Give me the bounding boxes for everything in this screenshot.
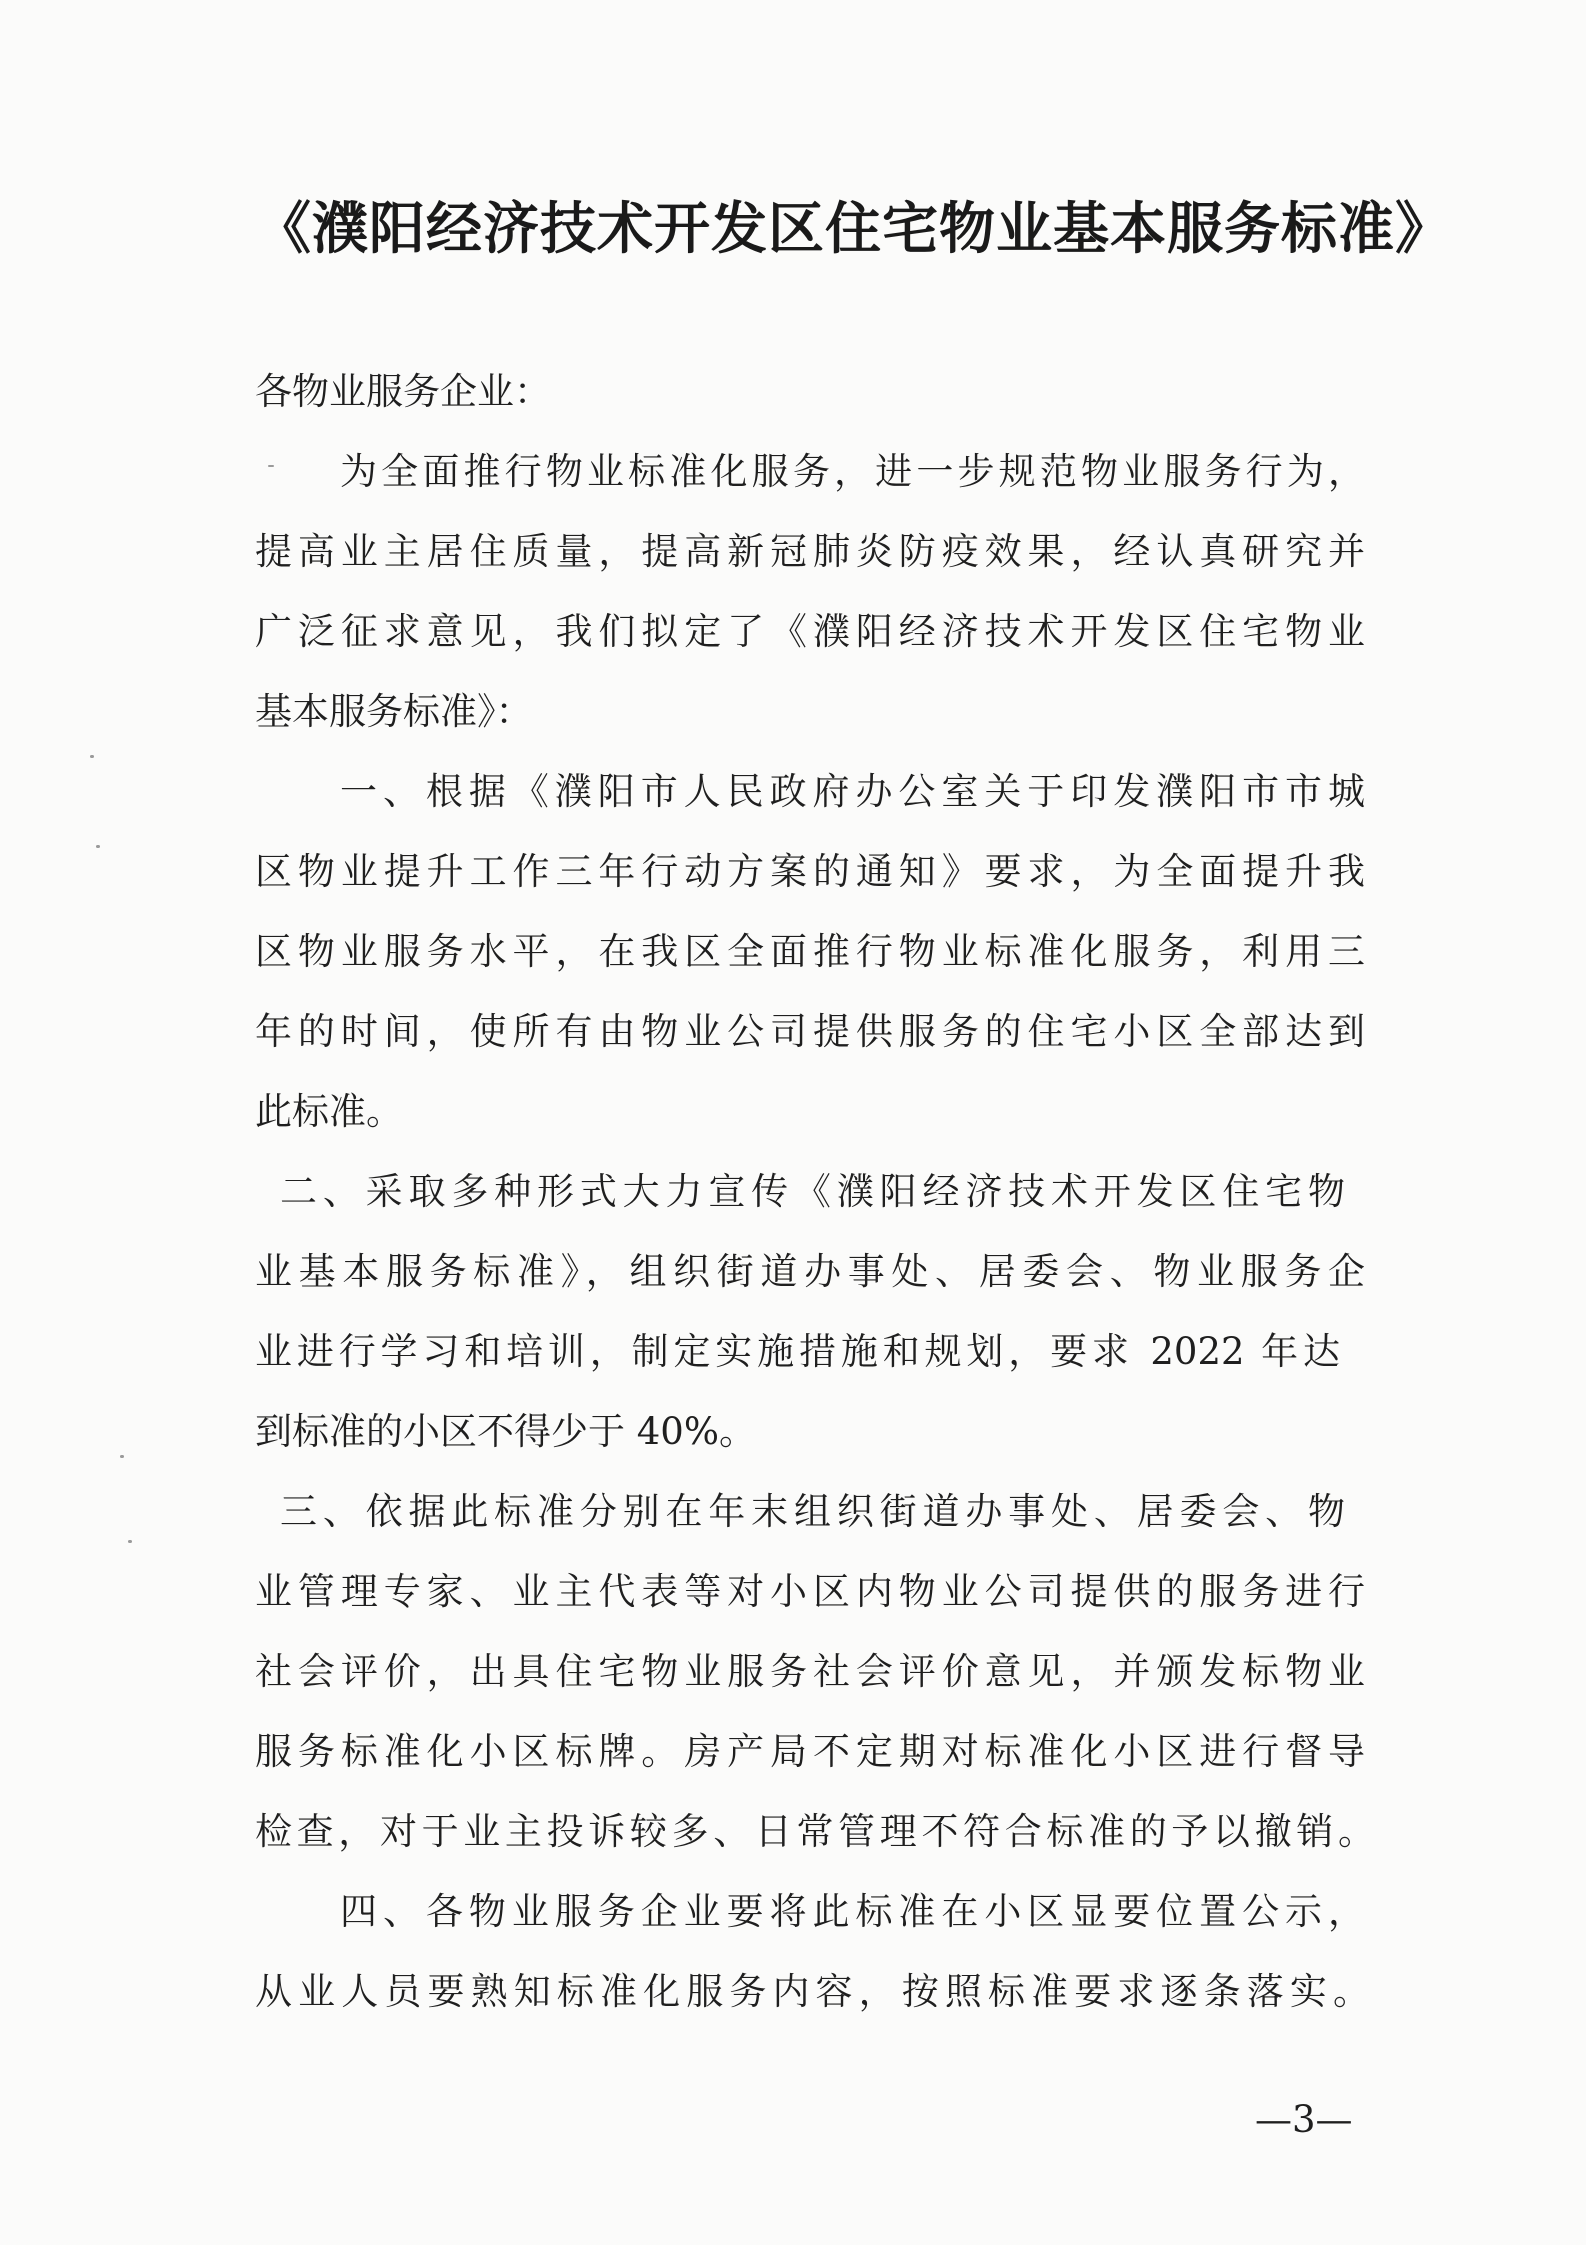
body-line: 社会评价，出具住宅物业服务社会评价意见，并颁发标物业: [255, 1650, 1365, 1693]
body-line: 到标准的小区不得少于 40%。: [255, 1410, 756, 1453]
body-line: 年的时间，使所有由物业公司提供服务的住宅小区全部达到: [255, 1010, 1365, 1053]
salutation-line: 各物业服务企业：: [255, 370, 551, 413]
scan-speck: [120, 1455, 124, 1458]
body-line: 基本服务标准》：: [255, 690, 533, 733]
scan-speck: [96, 845, 100, 848]
body-line: 四、各物业服务企业要将此标准在小区显要位置公示，: [340, 1890, 1365, 1933]
scan-speck: [128, 1540, 132, 1543]
body-line: 从业人员要熟知标准化服务内容，按照标准要求逐条落实。: [255, 1970, 1370, 2013]
body-line: 检查，对于业主投诉较多、日常管理不符合标准的予以撤销。: [255, 1810, 1375, 1853]
document-title: 《濮阳经济技术开发区住宅物业基本服务标准》: [255, 197, 1452, 262]
body-line: 三、依据此标准分别在年末组织街道办事处、居委会、物: [280, 1490, 1345, 1533]
body-line: 业基本服务标准》，组织街道办事处、居委会、物业服务企: [255, 1250, 1365, 1293]
scan-speck: [268, 465, 274, 467]
body-line: 业进行学习和培训，制定实施措施和规划，要求 2022 年达: [255, 1330, 1340, 1373]
body-line: 二、采取多种形式大力宣传《濮阳经济技术开发区住宅物: [280, 1170, 1345, 1213]
body-line: 区物业提升工作三年行动方案的通知》要求，为全面提升我: [255, 850, 1365, 893]
body-line: 提高业主居住质量，提高新冠肺炎防疫效果，经认真研究并: [255, 530, 1365, 573]
body-line: 广泛征求意见，我们拟定了《濮阳经济技术开发区住宅物业: [255, 610, 1365, 653]
body-line: 区物业服务水平，在我区全面推行物业标准化服务，利用三: [255, 930, 1365, 973]
body-line: 业管理专家、业主代表等对小区内物业公司提供的服务进行: [255, 1570, 1365, 1613]
body-line: 一、根据《濮阳市人民政府办公室关于印发濮阳市市城: [340, 770, 1365, 813]
body-line: 为全面推行物业标准化服务，进一步规范物业服务行为，: [340, 450, 1365, 493]
body-line: 此标准。: [255, 1090, 403, 1133]
scan-speck: [90, 755, 94, 758]
page-number: —3—: [1255, 2098, 1353, 2141]
body-line: 服务标准化小区标牌。房产局不定期对标准化小区进行督导: [255, 1730, 1365, 1773]
